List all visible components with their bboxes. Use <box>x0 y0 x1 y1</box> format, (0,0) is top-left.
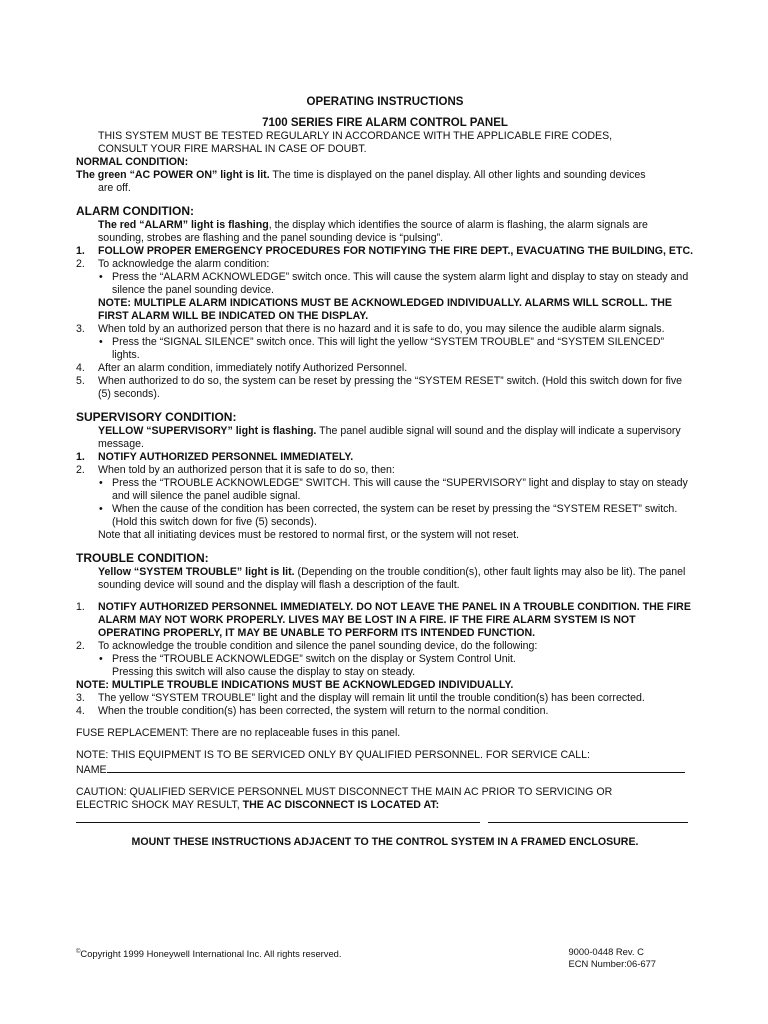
alarm-item: 1. FOLLOW PROPER EMERGENCY PROCEDURES FOR NOTIFYING THE FIRE DEPT., EVACUATING THE BUILDING, ETC. <box>76 245 694 257</box>
bullet-icon: • <box>99 477 103 489</box>
service-name-line: NAME <box>76 762 694 777</box>
alarm-item: 2. To acknowledge the alarm condition: <box>76 258 270 270</box>
alarm-heading: ALARM CONDITION: <box>76 204 194 218</box>
trouble-item: 4. When the trouble condition(s) has been corrected, the system will return to the normal condition. <box>76 705 549 717</box>
footer <box>76 946 694 969</box>
alarm-lead: The red “ALARM” light is flashing, the display which identifies the source of alarm is flashing, the alarm signals are <box>98 219 648 231</box>
alarm-bullet: • Press the “ALARM ACKNOWLEDGE” switch once. This will cause the system alarm light and display to stay on steady and silence the panel sounding device. <box>99 271 689 296</box>
fuse-note: FUSE REPLACEMENT: There are no replaceable fuses in this panel. <box>76 727 401 739</box>
page-subtitle: 7100 SERIES FIRE ALARM CONTROL PANEL <box>262 117 508 129</box>
supervisory-note: Note that all initiating devices must be restored to normal first, or the system will not reset. <box>98 529 519 541</box>
trouble-note: NOTE: MULTIPLE TROUBLE INDICATIONS MUST BE ACKNOWLEDGED INDIVIDUALLY. <box>76 679 514 691</box>
trouble-heading: TROUBLE CONDITION: <box>76 551 209 565</box>
alarm-item: 4. After an alarm condition, immediately notify Authorized Personnel. <box>76 362 408 374</box>
service-note: NOTE: THIS EQUIPMENT IS TO BE SERVICED ONLY BY QUALIFIED PERSONNEL. FOR SERVICE CALL: <box>76 749 590 761</box>
alarm-lead-cont: sounding, strobes are flashing and the panel sounding device is “pulsing”. <box>98 232 444 244</box>
supervisory-item: 2. When told by an authorized person that it is safe to do so, then: <box>76 464 395 476</box>
intro-line: THIS SYSTEM MUST BE TESTED REGULARLY IN ACCORDANCE WITH THE APPLICABLE FIRE CODES, <box>98 130 613 142</box>
caution-line: ELECTRIC SHOCK MAY RESULT, THE AC DISCONNECT IS LOCATED AT: <box>76 799 440 811</box>
ecn-number: ECN Number:06-677 <box>568 958 656 969</box>
trouble-bullet-cont: Pressing this switch will also cause the display to stay on steady. <box>112 666 416 678</box>
supervisory-lead: YELLOW “SUPERVISORY” light is flashing. The panel audible signal will sound and the display will indicate a supervisory message. <box>98 425 681 450</box>
intro-line: CONSULT YOUR FIRE MARSHAL IN CASE OF DOUBT. <box>98 143 367 155</box>
alarm-item: 5. When authorized to do so, the system can be reset by pressing the “SYSTEM RESET” switch. (Hold this switch down for five (5) seconds). <box>76 375 683 400</box>
bullet-icon: • <box>99 336 103 348</box>
bullet-icon: • <box>99 271 103 283</box>
trouble-item: 1. NOTIFY AUTHORIZED PERSONNEL IMMEDIATELY. DO NOT LEAVE THE PANEL IN A TROUBLE CONDITION. THE FIRE ALARM MAY NOT WORK PROPERLY. LIVES MAY BE LOST IN A FIRE. IF THE FIRE ALARM SYSTEM IS NOT OPERATING PROPERLY, IT MAY BE UNABLE TO PERFORM ITS INTENDED FUNCTION. <box>76 601 691 639</box>
supervisory-heading: SUPERVISORY CONDITION: <box>76 410 237 424</box>
normal-lead: The green “AC POWER ON” light is lit. The time is displayed on the panel display. All other lights and sounding devices <box>76 169 646 181</box>
mount-instructions: MOUNT THESE INSTRUCTIONS ADJACENT TO THE CONTROL SYSTEM IN A FRAMED ENCLOSURE. <box>131 836 639 848</box>
alarm-note: NOTE: MULTIPLE ALARM INDICATIONS MUST BE ACKNOWLEDGED INDIVIDUALLY. ALARMS WILL SCROLL. THE FIRST ALARM WILL BE INDICATED ON THE DISPLAY. <box>98 297 672 322</box>
trouble-bullet: • Press the “TROUBLE ACKNOWLEDGE” switch on the display or System Control Unit. <box>99 653 516 665</box>
normal-heading: NORMAL CONDITION: <box>76 156 189 168</box>
alarm-bullet: • Press the “SIGNAL SILENCE” switch once. This will light the yellow “SYSTEM TROUBLE” and “SYSTEM SILENCED” lights. <box>99 336 665 361</box>
disconnect-location-line <box>76 812 694 827</box>
trouble-item: 2. To acknowledge the trouble condition and silence the panel sounding device, do the following: <box>76 640 538 652</box>
normal-lead-cont: are off. <box>98 182 131 194</box>
bullet-icon: • <box>99 653 103 665</box>
document-number: 9000-0448 Rev. C <box>568 946 644 957</box>
copyright: ©Copyright 1999 Honeywell International Inc. All rights reserved. <box>76 948 342 960</box>
document-number-block <box>568 946 656 970</box>
alarm-item: 3. When told by an authorized person that there is no hazard and it is safe to do, you may silence the audible alarm signals. <box>76 323 665 335</box>
document-body <box>76 96 694 849</box>
supervisory-item: 1. NOTIFY AUTHORIZED PERSONNEL IMMEDIATELY. <box>76 451 354 463</box>
caution-line: CAUTION: QUALIFIED SERVICE PERSONNEL MUST DISCONNECT THE MAIN AC PRIOR TO SERVICING OR <box>76 786 613 798</box>
bullet-icon: • <box>99 503 103 515</box>
trouble-item: 3. The yellow “SYSTEM TROUBLE” light and the display will remain lit until the trouble condition(s) has been corrected. <box>76 692 645 704</box>
supervisory-bullet: • Press the “TROUBLE ACKNOWLEDGE” SWITCH. This will cause the “SUPERVISORY” light and display to stay on steady and will silence the panel audible signal. <box>99 477 688 502</box>
supervisory-bullet: • When the cause of the condition has been corrected, the system can be reset by pressing the “SYSTEM RESET” switch. (Hold this switch down for five (5) seconds). <box>99 503 678 528</box>
trouble-lead: Yellow “SYSTEM TROUBLE” light is lit. (Depending on the trouble condition(s), other fault lights may also be lit). The panel sounding device will sound and the display will flash a description of the fault. <box>98 566 686 591</box>
page-title: OPERATING INSTRUCTIONS <box>306 96 464 108</box>
